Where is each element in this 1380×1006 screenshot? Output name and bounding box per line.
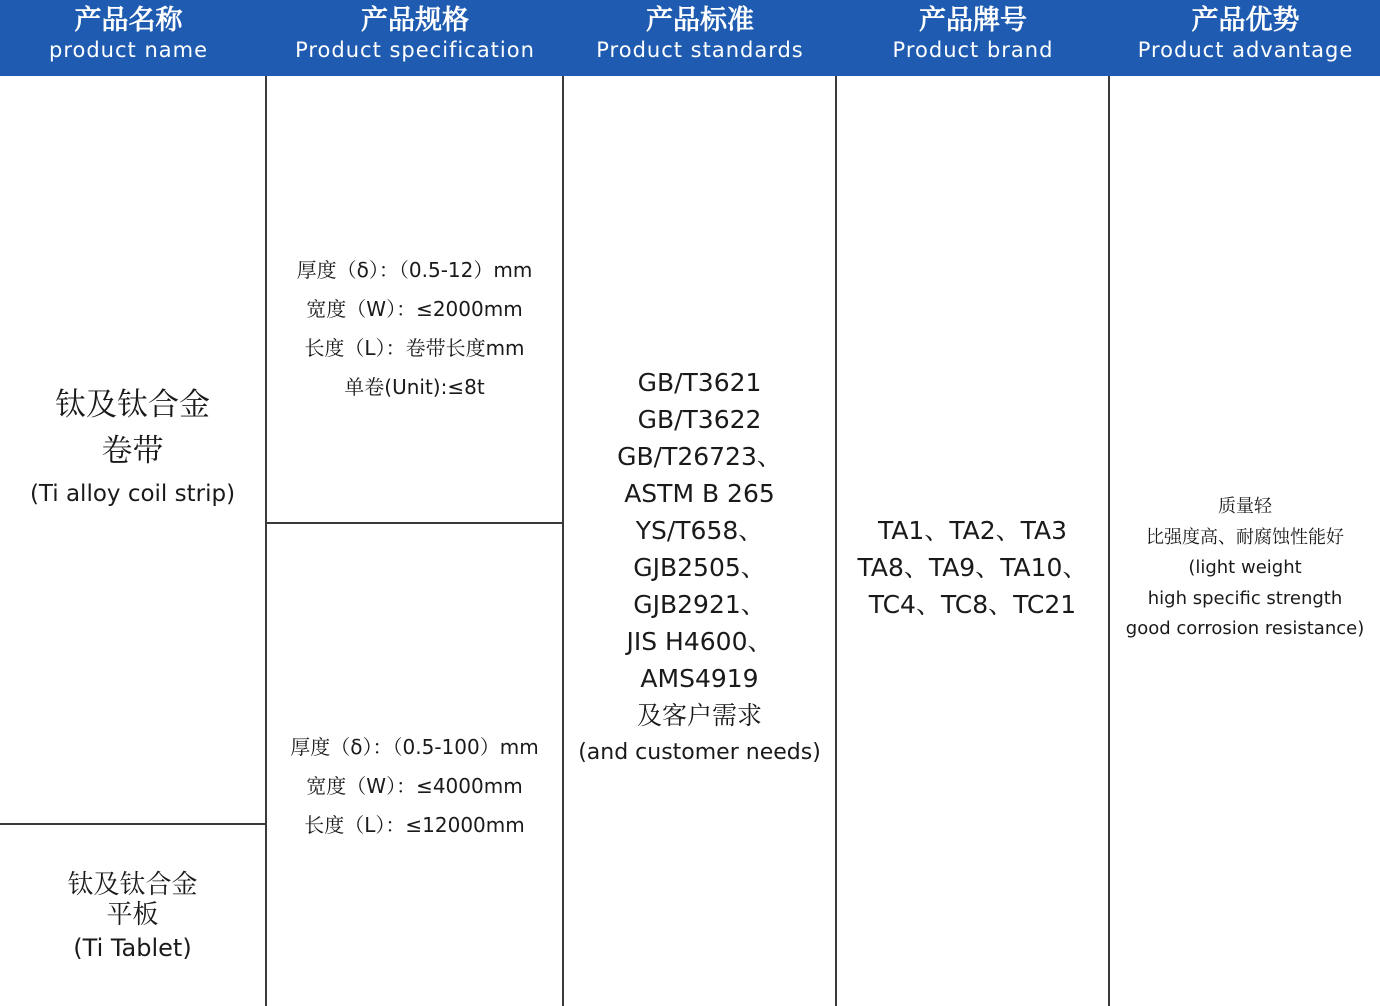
product-name-tablet — [0, 870, 265, 966]
standard-item: YS/T658、 — [635, 516, 764, 545]
standard-item: GB/T3622 — [637, 405, 762, 434]
standard-item: 及客户需求 — [636, 701, 762, 730]
header-product-specification-zh: 产品规格 — [361, 5, 469, 36]
advantage-item: 比强度高、耐腐蚀性能好 — [1146, 526, 1344, 548]
standard-item: ASTM B 265 — [624, 479, 775, 508]
brand-item: TA1、TA2、TA3 — [877, 516, 1067, 545]
product-name-en: (Ti alloy coil strip) — [29, 481, 236, 507]
header-product-name — [0, 0, 257, 76]
advantages-list — [1110, 492, 1380, 645]
product-name-en: (Ti Tablet) — [73, 934, 192, 962]
standard-item: GB/T26723、 — [617, 442, 782, 471]
standards-list — [564, 364, 835, 771]
header-product-name-zh: 产品名称 — [74, 5, 183, 36]
header-product-advantage — [1111, 0, 1380, 76]
header-product-advantage-zh: 产品优势 — [1191, 5, 1300, 36]
header-product-standards — [565, 0, 835, 76]
header-product-brand-en: Product brand — [892, 38, 1054, 62]
spec-length: 长度（L）：≤12000mm — [304, 813, 525, 837]
product-name-coil-strip — [0, 382, 265, 514]
standard-item: GB/T3621 — [637, 368, 762, 397]
spec-tablet — [267, 728, 562, 845]
advantage-item: good corrosion resistance) — [1125, 618, 1365, 639]
spec-width: 宽度（W）：≤4000mm — [306, 774, 523, 798]
header-product-specification — [268, 0, 562, 76]
spec-unit-weight: 单卷(Unit):≤8t — [344, 375, 485, 399]
grid-divider — [0, 823, 265, 825]
standard-item: AMS4919 — [640, 664, 759, 693]
header-product-brand-zh: 产品牌号 — [919, 5, 1027, 36]
spec-width: 宽度（W）：≤2000mm — [306, 297, 523, 321]
brand-item: TC4、TC8、TC21 — [868, 590, 1077, 619]
table-header — [0, 0, 1380, 76]
standard-item: GJB2921、 — [633, 590, 766, 619]
header-product-name-en: product name — [49, 38, 208, 62]
header-product-brand — [838, 0, 1108, 76]
brand-item: TA8、TA9、TA10、 — [857, 553, 1088, 582]
grid-divider — [267, 522, 562, 524]
header-product-specification-en: Product specification — [295, 38, 535, 62]
standard-item: GJB2505、 — [633, 553, 766, 582]
grid-divider — [265, 76, 267, 1006]
header-product-standards-en: Product standards — [596, 38, 804, 62]
header-product-standards-zh: 产品标准 — [646, 5, 754, 36]
spec-thickness: 厚度（δ）：（0.5-100）mm — [290, 735, 539, 759]
advantage-item: high specific strength — [1147, 587, 1343, 609]
spec-thickness: 厚度（δ）：（0.5-12）mm — [296, 258, 533, 282]
advantage-item: 质量轻 — [1218, 496, 1272, 517]
spec-length: 长度（L）：卷带长度mm — [304, 336, 525, 360]
product-name-zh: 平板 — [106, 900, 159, 930]
standard-item: (and customer needs) — [578, 740, 821, 765]
header-product-advantage-en: Product advantage — [1137, 38, 1354, 62]
advantage-item: (light weight — [1188, 557, 1302, 578]
standard-item: JIS H4600、 — [626, 627, 773, 656]
product-name-zh: 卷带 — [101, 433, 164, 469]
product-name-zh: 钛及钛合金 — [67, 870, 198, 900]
product-name-zh: 钛及钛合金 — [55, 387, 210, 423]
spec-coil-strip — [267, 251, 562, 407]
brands-list — [837, 512, 1108, 623]
